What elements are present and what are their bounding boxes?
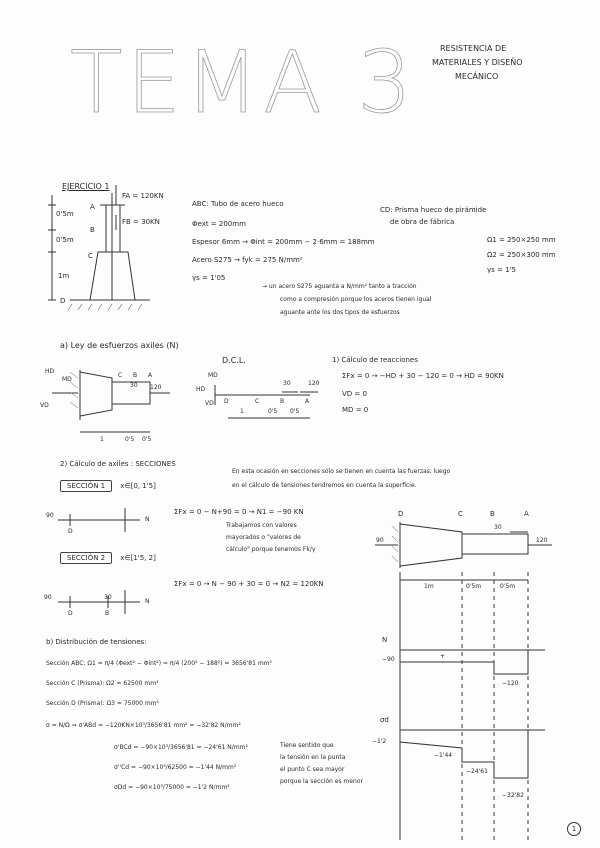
dim-label: 0'5m	[56, 236, 74, 244]
sketch-label: D	[68, 610, 73, 617]
diagram-load: 90	[376, 537, 384, 544]
prism-beam	[400, 524, 462, 566]
section-2-label: SECCIÓN 2	[60, 552, 112, 564]
course-line: MATERIALES Y DISEÑO	[432, 58, 523, 67]
sections-heading: 2) Cálculo de axiles : SECCIONES	[60, 460, 176, 468]
diagram-load: 30	[494, 524, 502, 531]
sketch-label: 30	[104, 594, 112, 601]
diagram-dim: 0'5m	[466, 583, 482, 590]
course-line: MECÁNICO	[455, 72, 499, 81]
n-value: −120	[502, 680, 519, 687]
diagram-point: C	[458, 510, 463, 518]
diagram-point: A	[524, 510, 529, 518]
data-line: Espesor 6mm → Φint = 200mm − 2·6mm = 188mm	[192, 238, 375, 246]
sketch-label: N	[145, 516, 150, 523]
side-note: Tiene sentido que	[280, 742, 334, 749]
dcl-point: MD	[208, 372, 218, 379]
figure-label: B	[133, 372, 138, 379]
cd-line: Ω2 = 250×300 mm	[487, 251, 556, 259]
diagram-dim: 0'5m	[500, 583, 516, 590]
data-line: Φext = 200mm	[192, 220, 246, 228]
cd-line: Ω1 = 250×250 mm	[487, 236, 556, 244]
sketch-label: D	[68, 528, 73, 535]
reaction-line: ΣFx = 0 → −HD + 30 − 120 = 0 → HD = 90KN	[342, 372, 504, 380]
figure-label: A	[148, 372, 153, 379]
exercise-heading: EJERCICIO 1	[62, 182, 110, 191]
sigma-value: −24'61	[466, 768, 488, 775]
figure-label: 0'5	[142, 436, 152, 443]
sections-note: En esta ocasión en secciones sólo se tienen en cuenta las fuerzas, luego	[232, 468, 451, 475]
dcl-point: 120	[308, 380, 320, 387]
note-line: → un acero S275 aguanta a N/mm² tanto a tracción	[262, 283, 417, 290]
n-sign: +	[440, 653, 446, 660]
dcl-point: HD	[196, 386, 206, 393]
stress-line: Sección ABC: Ω1 = π/4 (Φext² − Φint²) = π/4 (200² − 188²) = 3656'81 mm²	[46, 660, 272, 667]
dcl-point: C	[255, 398, 260, 405]
sigma-value: −1'44	[434, 752, 453, 759]
dcl-point: VD	[205, 400, 214, 407]
stress-line: σ'BCd = −90×10³/3656'81 = −24'61 N/mm²	[114, 744, 248, 751]
dcl-point: 0'5	[268, 408, 278, 415]
point-label: C	[88, 252, 93, 260]
figure-label: C	[118, 372, 123, 379]
mid-note: mayorados o "valores de	[226, 534, 301, 541]
section-1-range: x∈[0, 1'5]	[120, 482, 156, 490]
n-value: −90	[382, 656, 395, 663]
stress-line: σ''Cd = −90×10³/62500 = −1'44 N/mm²	[114, 764, 237, 771]
cd-line: γs = 1'5	[487, 266, 516, 274]
section-1-label: SECCIÓN 1	[60, 480, 112, 492]
figure-label: MD	[62, 376, 72, 383]
point-label: A	[90, 203, 95, 211]
data-line: γs = 1'05	[192, 274, 226, 282]
sigma-axis-label: σd	[380, 716, 389, 724]
n-axis-label: N	[382, 636, 388, 644]
sketch-label: 90	[44, 594, 52, 601]
dcl-point: D	[224, 398, 229, 405]
dcl-point: A	[305, 398, 310, 405]
cd-line: de obra de fábrica	[390, 218, 455, 226]
figure-label: 120	[150, 384, 162, 391]
side-note: el punto C sea mayor	[280, 766, 345, 773]
part-b-heading: b) Distribución de tensiones:	[46, 638, 147, 646]
axial-force-chart	[400, 650, 545, 674]
sections-note: en el cálculo de tensiones tendremos en cuenta la superficie.	[232, 482, 417, 489]
side-note: porque la sección es menor	[280, 778, 363, 785]
diagram-point: D	[398, 510, 404, 518]
stress-line: σ = N/Ω ⇒ σ'ABd = −120KN×10³/3656'81 mm² = −32'82 N/mm²	[46, 722, 241, 729]
dcl-point: 30	[283, 380, 291, 387]
point-label: D	[60, 297, 66, 305]
fb-label: FB = 30KN	[122, 218, 160, 226]
dcl-point: 1	[240, 408, 244, 415]
stress-line: σDd = −90×10³/75000 = −1'2 N/mm²	[114, 784, 230, 791]
reaction-line: MD = 0	[342, 406, 369, 414]
section-2-equation: ΣFx = 0 → N − 90 + 30 = 0 → N2 = 120KN	[174, 580, 324, 588]
diagram-point: B	[490, 510, 495, 518]
n-diagram	[400, 650, 528, 674]
sigma-value: −1'2	[372, 738, 387, 745]
dim-label: 0'5m	[56, 210, 74, 218]
dim-label: 1m	[58, 272, 70, 280]
sketch-label: 90	[46, 512, 54, 519]
section-2-range: x∈[1'5, 2]	[120, 554, 156, 562]
fa-label: FA = 120KN	[122, 192, 164, 200]
dcl-label: D.C.L.	[222, 356, 246, 365]
page-title: TEMA 3	[70, 33, 416, 133]
course-line: RESISTENCIA DE	[440, 44, 507, 53]
reaction-line: VD = 0	[342, 390, 367, 398]
diagram-dim: 1m	[424, 583, 434, 590]
stress-line: Sección C (Prisma): Ω2 = 62500 mm²	[46, 680, 159, 687]
diagram-load: 120	[536, 537, 548, 544]
sketch-label: N	[145, 598, 150, 605]
figure-label: HD	[45, 368, 55, 375]
figure-label: 0'5	[125, 436, 135, 443]
stress-line: Sección D (Prisma): Ω3 = 75000 mm²	[46, 700, 159, 707]
sigma-value: −32'82	[502, 792, 524, 799]
page-number: 1	[567, 822, 581, 836]
mid-note: Trabajamos con valores	[226, 522, 297, 529]
figure-label: VD	[40, 402, 49, 409]
data-line: Acero S275 → fyk = 275 N/mm²	[192, 256, 303, 264]
dcl-point: 0'5	[290, 408, 300, 415]
mid-note: cálculo" porque tenemos Fk/γ	[226, 546, 316, 553]
note-line: aguante ante los dos tipos de esfuerzos	[280, 309, 400, 316]
figure-label: 30	[130, 382, 138, 389]
cd-line: CD: Prisma hueco de pirámide	[380, 206, 487, 214]
sketch-label: B	[105, 610, 110, 617]
part-a-heading: a) Ley de esfuerzos axiles (N)	[60, 341, 179, 350]
reactions-heading: 1) Cálculo de reacciones	[332, 356, 418, 364]
side-note: la tensión en la punta	[280, 754, 346, 761]
section-1-equation: ΣFx = 0 − N+90 = 0 → N1 = −90 KN	[174, 508, 304, 516]
tube-beam	[462, 534, 528, 554]
note-line: como a compresión porque los aceros tienen igual	[280, 296, 432, 303]
dcl-point: B	[280, 398, 285, 405]
data-line: ABC: Tubo de acero hueco	[192, 200, 284, 208]
sigma-diagram	[400, 730, 528, 778]
figure-label: 1	[100, 436, 104, 443]
point-label: B	[90, 226, 95, 234]
